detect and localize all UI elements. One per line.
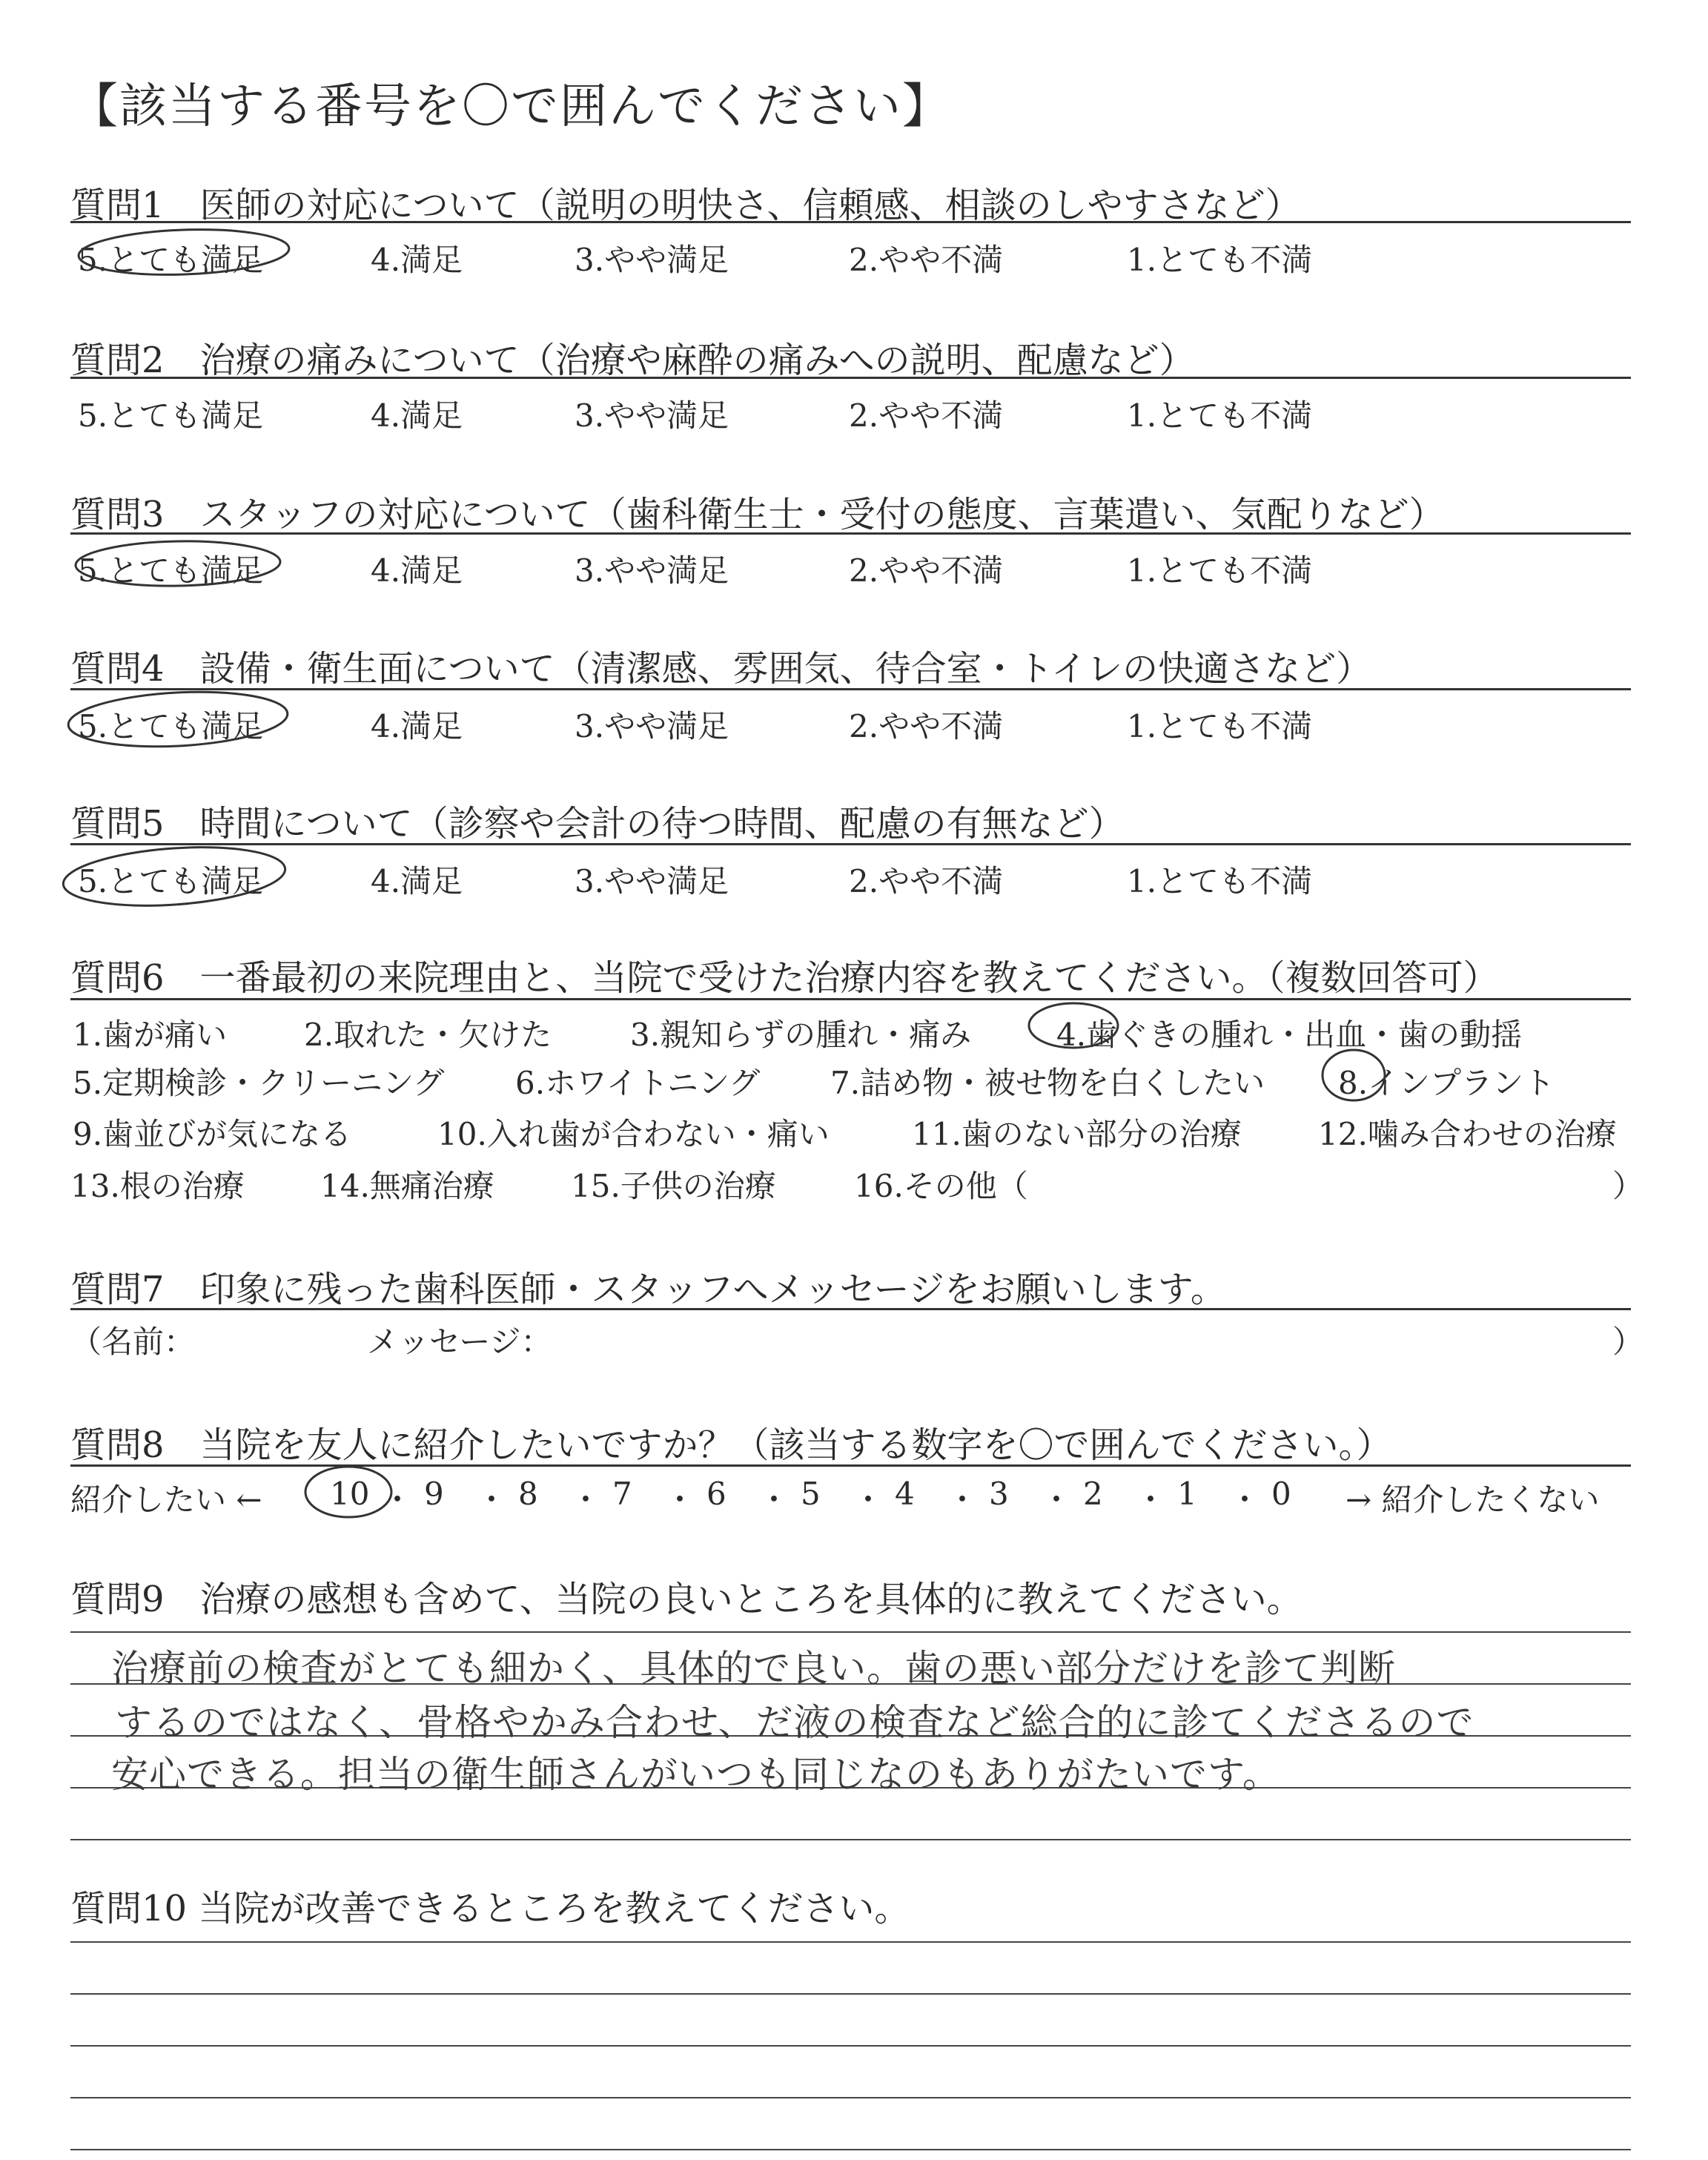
q1-option-4[interactable]: 4.満足 xyxy=(371,242,463,278)
q8-scale-separator: ・ xyxy=(1229,1482,1261,1518)
q3-option-5[interactable]: 5.とても満足 xyxy=(78,552,264,589)
q8-scale-7[interactable]: 7 xyxy=(612,1476,632,1512)
q1-option-1[interactable]: 1.とても不満 xyxy=(1127,242,1313,278)
q6-option-11[interactable]: 11.歯のない部分の治療 xyxy=(912,1116,1242,1152)
q4-option-1[interactable]: 1.とても不満 xyxy=(1127,708,1313,744)
q2-option-4[interactable]: 4.満足 xyxy=(371,397,463,434)
q8-selection-circle xyxy=(305,1467,391,1517)
q6-option-9[interactable]: 9.歯並びが気になる xyxy=(73,1116,352,1152)
q6-option-3[interactable]: 3.親知らずの腫れ・痛み xyxy=(630,1017,972,1053)
q8-scale-4[interactable]: 4 xyxy=(895,1476,915,1512)
q8-scale-separator: ・ xyxy=(382,1482,414,1518)
q2-option-1[interactable]: 1.とても不満 xyxy=(1127,397,1313,434)
q6-option-16[interactable]: 16.その他（ xyxy=(854,1168,1028,1204)
q10-title: 質問10 当院が改善できるところを教えてください。 xyxy=(70,1888,910,1929)
q8-right-label: → 紹介したくない xyxy=(1345,1482,1600,1518)
q9-answer-line-3: 安心できる。担当の衛生師さんがいつも同じなのもありがたいです。 xyxy=(111,1753,1280,1796)
q8-scale-0[interactable]: 0 xyxy=(1271,1476,1291,1512)
q3-option-3[interactable]: 3.やや満足 xyxy=(575,552,729,589)
q4-option-2[interactable]: 2.やや不満 xyxy=(849,708,1004,744)
q8-scale-separator: ・ xyxy=(947,1482,979,1518)
q2-option-3[interactable]: 3.やや満足 xyxy=(575,397,729,434)
q7-name-label: （名前： xyxy=(70,1324,196,1360)
q1-option-5[interactable]: 5.とても満足 xyxy=(78,242,264,278)
q5-option-2[interactable]: 2.やや不満 xyxy=(849,863,1004,899)
page-header: 【該当する番号を〇で囲んでください】 xyxy=(70,79,951,134)
q6-option-15[interactable]: 15.子供の治療 xyxy=(571,1168,776,1204)
q9-title: 質問9 治療の感想も含めて、当院の良いところを具体的に教えてください。 xyxy=(70,1579,1302,1620)
q8-scale-8[interactable]: 8 xyxy=(518,1476,538,1512)
q4-option-5[interactable]: 5.とても満足 xyxy=(78,708,264,744)
q8-scale-3[interactable]: 3 xyxy=(989,1476,1009,1512)
q1-title: 質問1 医師の対応について（説明の明快さ、信頼感、相談のしやすさなど） xyxy=(70,185,1301,226)
q6-option-4-selection-circle xyxy=(1029,1003,1118,1048)
q8-scale-separator: ・ xyxy=(664,1482,696,1518)
q7-close-paren: ） xyxy=(1612,1324,1644,1360)
q8-scale-separator: ・ xyxy=(1135,1482,1167,1518)
q6-option-7[interactable]: 7.詰め物・被せ物を白くしたい xyxy=(830,1065,1265,1101)
q4-title: 質問4 設備・衛生面について（清潔感、雰囲気、待合室・トイレの快適さなど） xyxy=(70,648,1372,690)
q8-scale-separator: ・ xyxy=(570,1482,602,1518)
q6-option-6[interactable]: 6.ホワイトニング xyxy=(515,1065,761,1101)
q8-scale-separator: ・ xyxy=(853,1482,884,1518)
q1-option-2[interactable]: 2.やや不満 xyxy=(849,242,1004,278)
q6-option-8[interactable]: 8.インプラント xyxy=(1338,1065,1555,1101)
q8-scale-separator: ・ xyxy=(758,1482,790,1518)
q6-option-4[interactable]: 4.歯ぐきの腫れ・出血・歯の動揺 xyxy=(1056,1017,1523,1053)
q6-option-5[interactable]: 5.定期検診・クリーニング xyxy=(73,1065,445,1101)
q6-option-16-close: ） xyxy=(1612,1168,1644,1204)
q5-option-4[interactable]: 4.満足 xyxy=(371,863,463,899)
q4-option-3[interactable]: 3.やや満足 xyxy=(575,708,729,744)
q2-option-2[interactable]: 2.やや不満 xyxy=(849,397,1004,434)
q6-option-12[interactable]: 12.噛み合わせの治療 xyxy=(1318,1116,1617,1152)
q5-option-3[interactable]: 3.やや満足 xyxy=(575,863,729,899)
q8-scale-9[interactable]: 9 xyxy=(424,1476,444,1512)
q2-option-5[interactable]: 5.とても満足 xyxy=(78,397,264,434)
q8-scale-1[interactable]: 1 xyxy=(1177,1476,1197,1512)
q5-option-5[interactable]: 5.とても満足 xyxy=(78,863,264,899)
q6-option-1[interactable]: 1.歯が痛い xyxy=(73,1017,228,1053)
q3-option-1[interactable]: 1.とても不満 xyxy=(1127,552,1313,589)
q6-option-2[interactable]: 2.取れた・欠けた xyxy=(304,1017,552,1053)
q6-option-14[interactable]: 14.無痛治療 xyxy=(320,1168,494,1204)
q6-title: 質問6 一番最初の来院理由と、当院で受けた治療内容を教えてください。（複数回答可） xyxy=(70,957,1499,999)
q6-option-8-selection-circle xyxy=(1323,1050,1385,1100)
q8-scale-separator: ・ xyxy=(476,1482,508,1518)
q3-option-4[interactable]: 4.満足 xyxy=(371,552,463,589)
q8-title: 質問8 当院を友人に紹介したいですか？（該当する数字を〇で囲んでください。） xyxy=(70,1424,1392,1466)
q8-left-label: 紹介したい ← xyxy=(70,1482,262,1518)
q3-title: 質問3 スタッフの対応について（歯科衛生士・受付の態度、言葉遣い、気配りなど） xyxy=(70,494,1445,535)
q4-option-4[interactable]: 4.満足 xyxy=(371,708,463,744)
q7-message-label: メッセージ： xyxy=(367,1324,552,1360)
q6-option-13[interactable]: 13.根の治療 xyxy=(70,1168,245,1204)
q8-scale-separator: ・ xyxy=(1041,1482,1073,1518)
q3-selection-circle xyxy=(75,540,280,588)
q8-scale-2[interactable]: 2 xyxy=(1083,1476,1103,1512)
q6-option-10[interactable]: 10.入れ歯が合わない・痛い xyxy=(437,1116,830,1152)
q8-scale-10[interactable]: 10 xyxy=(330,1476,370,1512)
q8-scale-5[interactable]: 5 xyxy=(801,1476,821,1512)
q8-scale-6[interactable]: 6 xyxy=(706,1476,726,1512)
q7-title: 質問7 印象に残った歯科医師・スタッフへメッセージをお願いします。 xyxy=(70,1269,1226,1310)
q5-selection-circle xyxy=(62,841,288,913)
q4-selection-circle xyxy=(67,687,288,751)
q9-answer-line-2: するのではなく、骨格やかみ合わせ、だ液の検査など総合的に診てくださるので xyxy=(115,1701,1474,1744)
q5-title: 質問5 時間について（診察や会計の待つ時間、配慮の有無など） xyxy=(70,803,1125,845)
q5-option-1[interactable]: 1.とても不満 xyxy=(1127,863,1313,899)
q1-option-3[interactable]: 3.やや満足 xyxy=(575,242,729,278)
q2-title: 質問2 治療の痛みについて（治療や麻酔の痛みへの説明、配慮など） xyxy=(70,340,1195,381)
q1-selection-circle xyxy=(78,226,290,278)
q9-answer-line-1: 治療前の検査がとても細かく、具体的で良い。歯の悪い部分だけを診て判断 xyxy=(111,1647,1396,1690)
q3-option-2[interactable]: 2.やや不満 xyxy=(849,552,1004,589)
